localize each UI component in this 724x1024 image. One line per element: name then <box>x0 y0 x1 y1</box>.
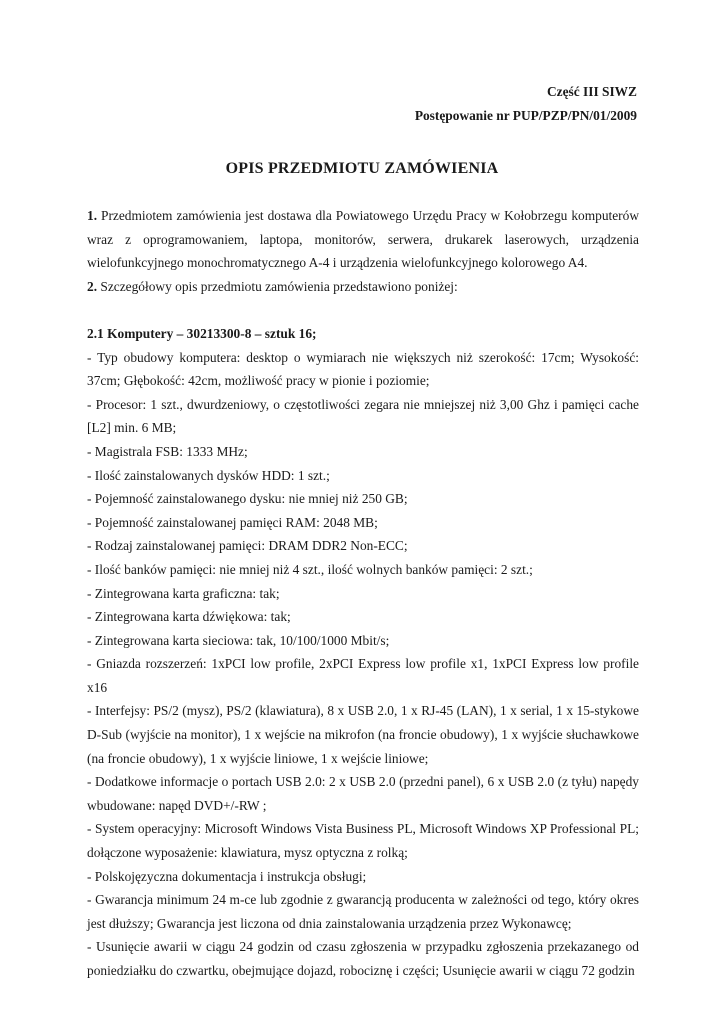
intro-paragraph-2 <box>87 275 639 299</box>
spec-item: - Gwarancja minimum 24 m-ce lub zgodnie z gwarancją producenta w zależności od tego, który okres jest dłuższy; Gwarancja jest liczona od dnia zainstalowania urządzenia przez Wykonawcę; <box>87 892 639 931</box>
section-heading: 2.1 Komputery – 30213300-8 – sztuk 16; <box>87 325 317 341</box>
spec-item: - Zintegrowana karta sieciowa: tak, 10/100/1000 Mbit/s; <box>87 632 390 648</box>
spec-item: - Magistrala FSB: 1333 MHz; <box>87 443 248 459</box>
document-body <box>87 204 639 983</box>
spec-item: - Usunięcie awarii w ciągu 24 godzin od czasu zgłoszenia w przypadku zgłoszenia przekazanego od poniedziałku do czwartku, obejmujące dojazd, robociznę i części; Usunięcie awarii w ciągu 72 godzin <box>87 939 639 978</box>
spec-item: - System operacyjny: Microsoft Windows Vista Business PL, Microsoft Windows XP Professional PL; dołączone wyposażenie: klawiatura, mysz optyczna z rolką; <box>87 821 639 861</box>
spec-item: - Procesor: 1 szt., dwurdzeniowy, o częstotliwości zegara nie mniejszej niż 3,00 Ghz i pamięci cache [L2] min. 6 MB; <box>87 396 639 436</box>
intro-number-2: 2. <box>87 278 98 294</box>
spec-item: - Pojemność zainstalowanego dysku: nie mniej niż 250 GB; <box>87 491 408 507</box>
proceeding-number: Postępowanie nr PUP/PZP/PN/01/2009 <box>414 108 637 123</box>
spec-item: - Ilość banków pamięci: nie mniej niż 4 szt., ilość wolnych banków pamięci: 2 szt.; <box>87 561 533 577</box>
intro-text-1: Przedmiotem zamówienia jest dostawa dla Powiatowego Urzędu Pracy w Kołobrzegu komputerów wraz z oprogramowaniem, laptopa, monitorów, serwera, drukarek laserowych, urządzenia wielofunkcyjnego monochromatycznego A-4 i urządzenia wielofunkcyjnego kolorowego A4. <box>87 208 639 271</box>
intro-paragraph-1 <box>87 204 639 275</box>
spec-item: - Dodatkowe informacje o portach USB 2.0: 2 x USB 2.0 (przedni panel), 6 x USB 2.0 (z tyłu) napędy wbudowane: napęd DVD+/-RW ; <box>87 774 639 813</box>
spec-item: - Rodzaj zainstalowanej pamięci: DRAM DDR2 Non-ECC; <box>87 538 408 554</box>
spec-item: - Typ obudowy komputera: desktop o wymiarach nie większych niż szerokość: 17cm; Wysokość: 37cm; Głębokość: 42cm, możliwość pracy w pionie i poziomie; <box>87 349 639 389</box>
document-part-label: Część III SIWZ <box>546 84 637 99</box>
spec-item: - Zintegrowana karta graficzna: tak; <box>87 585 280 601</box>
intro-text-2: Szczegółowy opis przedmiotu zamówienia przedstawiono poniżej: <box>97 278 458 294</box>
intro-number-1: 1. <box>87 208 98 223</box>
spec-item: - Zintegrowana karta dźwiękowa: tak; <box>87 609 291 625</box>
document-title: OPIS PRZEDMIOTU ZAMÓWIENIA <box>225 160 499 177</box>
spacer <box>87 298 639 322</box>
spec-item: - Interfejsy: PS/2 (mysz), PS/2 (klawiatura), 8 x USB 2.0, 1 x RJ-45 (LAN), 1 x serial, 1 x 15-stykowe D-Sub (wyjście na monitor), 1 x wejście na mikrofon (na froncie obudowy), 1 x wyjście słuchawkowe (na froncie obudowy), 1 x wyjście liniowe, 1 x wejście liniowe; <box>87 703 639 766</box>
spec-item: - Gniazda rozszerzeń: 1xPCI low profile, 2xPCI Express low profile x1, 1xPCI Express low profile x16 <box>87 656 639 695</box>
spec-item: - Pojemność zainstalowanej pamięci RAM: 2048 MB; <box>87 514 378 530</box>
spec-item: - Polskojęzyczna dokumentacja i instrukcja obsługi; <box>87 868 367 884</box>
spec-item: - Ilość zainstalowanych dysków HDD: 1 szt.; <box>87 467 330 483</box>
